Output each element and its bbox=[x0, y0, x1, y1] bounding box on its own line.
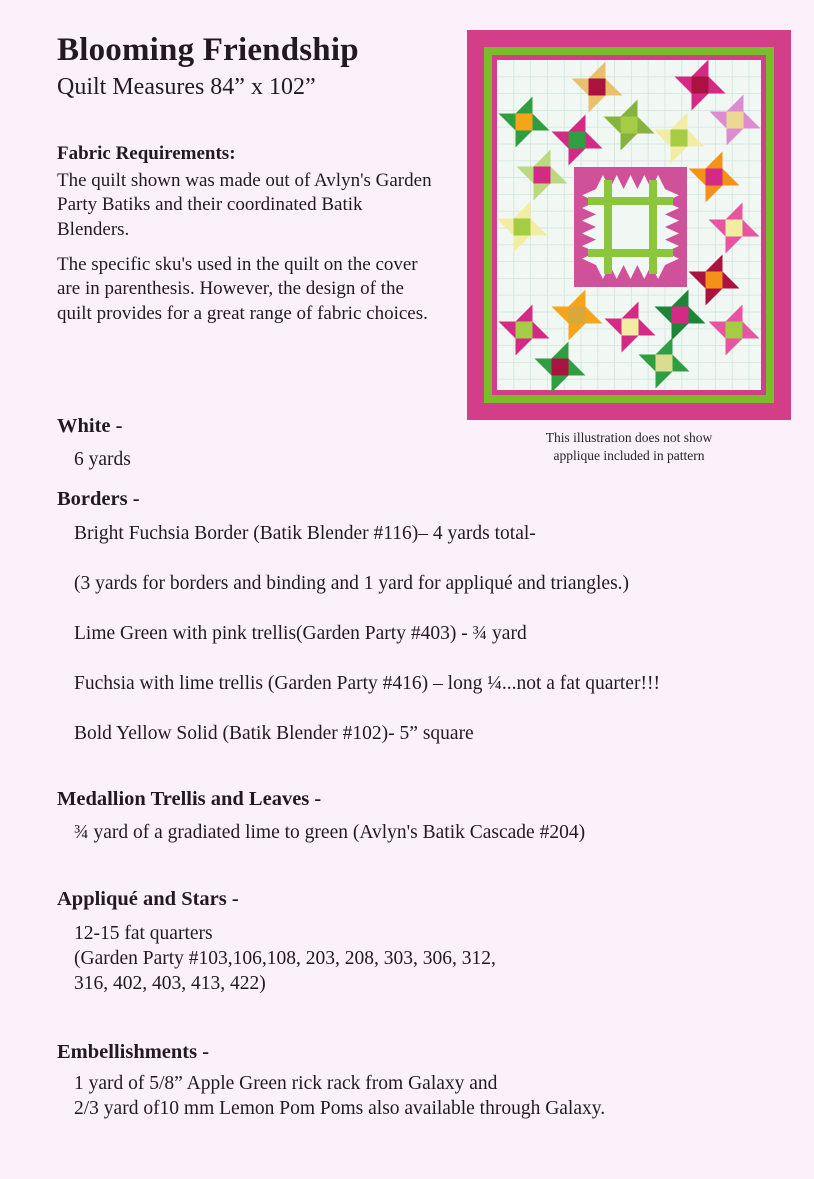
quilt-illustration-frame bbox=[467, 30, 791, 420]
borders-item-bold-yellow: Bold Yellow Solid (Batik Blender #102)- 5” square bbox=[74, 723, 474, 744]
section-heading-medallion: Medallion Trellis and Leaves - bbox=[57, 788, 322, 810]
illustration-caption bbox=[467, 429, 791, 465]
borders-item-fuchsia-lime: Fuchsia with lime trellis (Garden Party #416) – long ¼...not a fat quarter!!! bbox=[74, 673, 660, 694]
embellishments-line-1: 1 yard of 5/8” Apple Green rick rack from Galaxy and bbox=[74, 1073, 498, 1094]
fabric-requirements-paragraph-1: The quilt shown was made out of Avlyn's Garden Party Batiks and their coordinated Batik Blenders. bbox=[57, 169, 432, 241]
fabric-requirements-paragraph-2: The specific sku's used in the quilt on the cover are in parenthesis. However, the design of the quilt provides for a great range of fabric choices. bbox=[57, 253, 428, 325]
quilt-illustration bbox=[467, 30, 791, 420]
illustration-caption-line-2: applique included in pattern bbox=[553, 447, 705, 463]
borders-item-fuchsia: Bright Fuchsia Border (Batik Blender #116)– 4 yards total- bbox=[74, 523, 536, 544]
medallion-yardage: ¾ yard of a gradiated lime to green (Avlyn's Batik Cascade #204) bbox=[74, 822, 586, 843]
borders-item-note: (3 yards for borders and binding and 1 yard for appliqué and triangles.) bbox=[74, 573, 630, 594]
applique-sku-list-line-1: (Garden Party #103,106,108, 203, 208, 303, 306, 312, bbox=[74, 948, 496, 969]
borders-item-lime-green: Lime Green with pink trellis(Garden Party #403) - ¾ yard bbox=[74, 623, 527, 644]
page-title: Blooming Friendship bbox=[57, 32, 359, 68]
illustration-caption-line-1: This illustration does not show bbox=[545, 430, 713, 445]
section-heading-embellishments: Embellishments - bbox=[57, 1041, 210, 1063]
applique-fat-quarters: 12-15 fat quarters bbox=[74, 923, 213, 944]
fabric-requirements-section bbox=[57, 142, 435, 337]
embellishments-line-2: 2/3 yard of10 mm Lemon Pom Poms also available through Galaxy. bbox=[74, 1098, 606, 1119]
quilt-measurements: Quilt Measures 84” x 102” bbox=[57, 74, 316, 100]
white-yardage: 6 yards bbox=[74, 449, 131, 470]
applique-sku-list-line-2: 316, 402, 403, 413, 422) bbox=[74, 973, 266, 994]
section-heading-white: White - bbox=[57, 415, 123, 437]
section-heading-borders: Borders - bbox=[57, 488, 140, 510]
fabric-requirements-heading: Fabric Requirements: bbox=[57, 143, 236, 164]
section-heading-applique: Appliqué and Stars - bbox=[57, 888, 239, 910]
